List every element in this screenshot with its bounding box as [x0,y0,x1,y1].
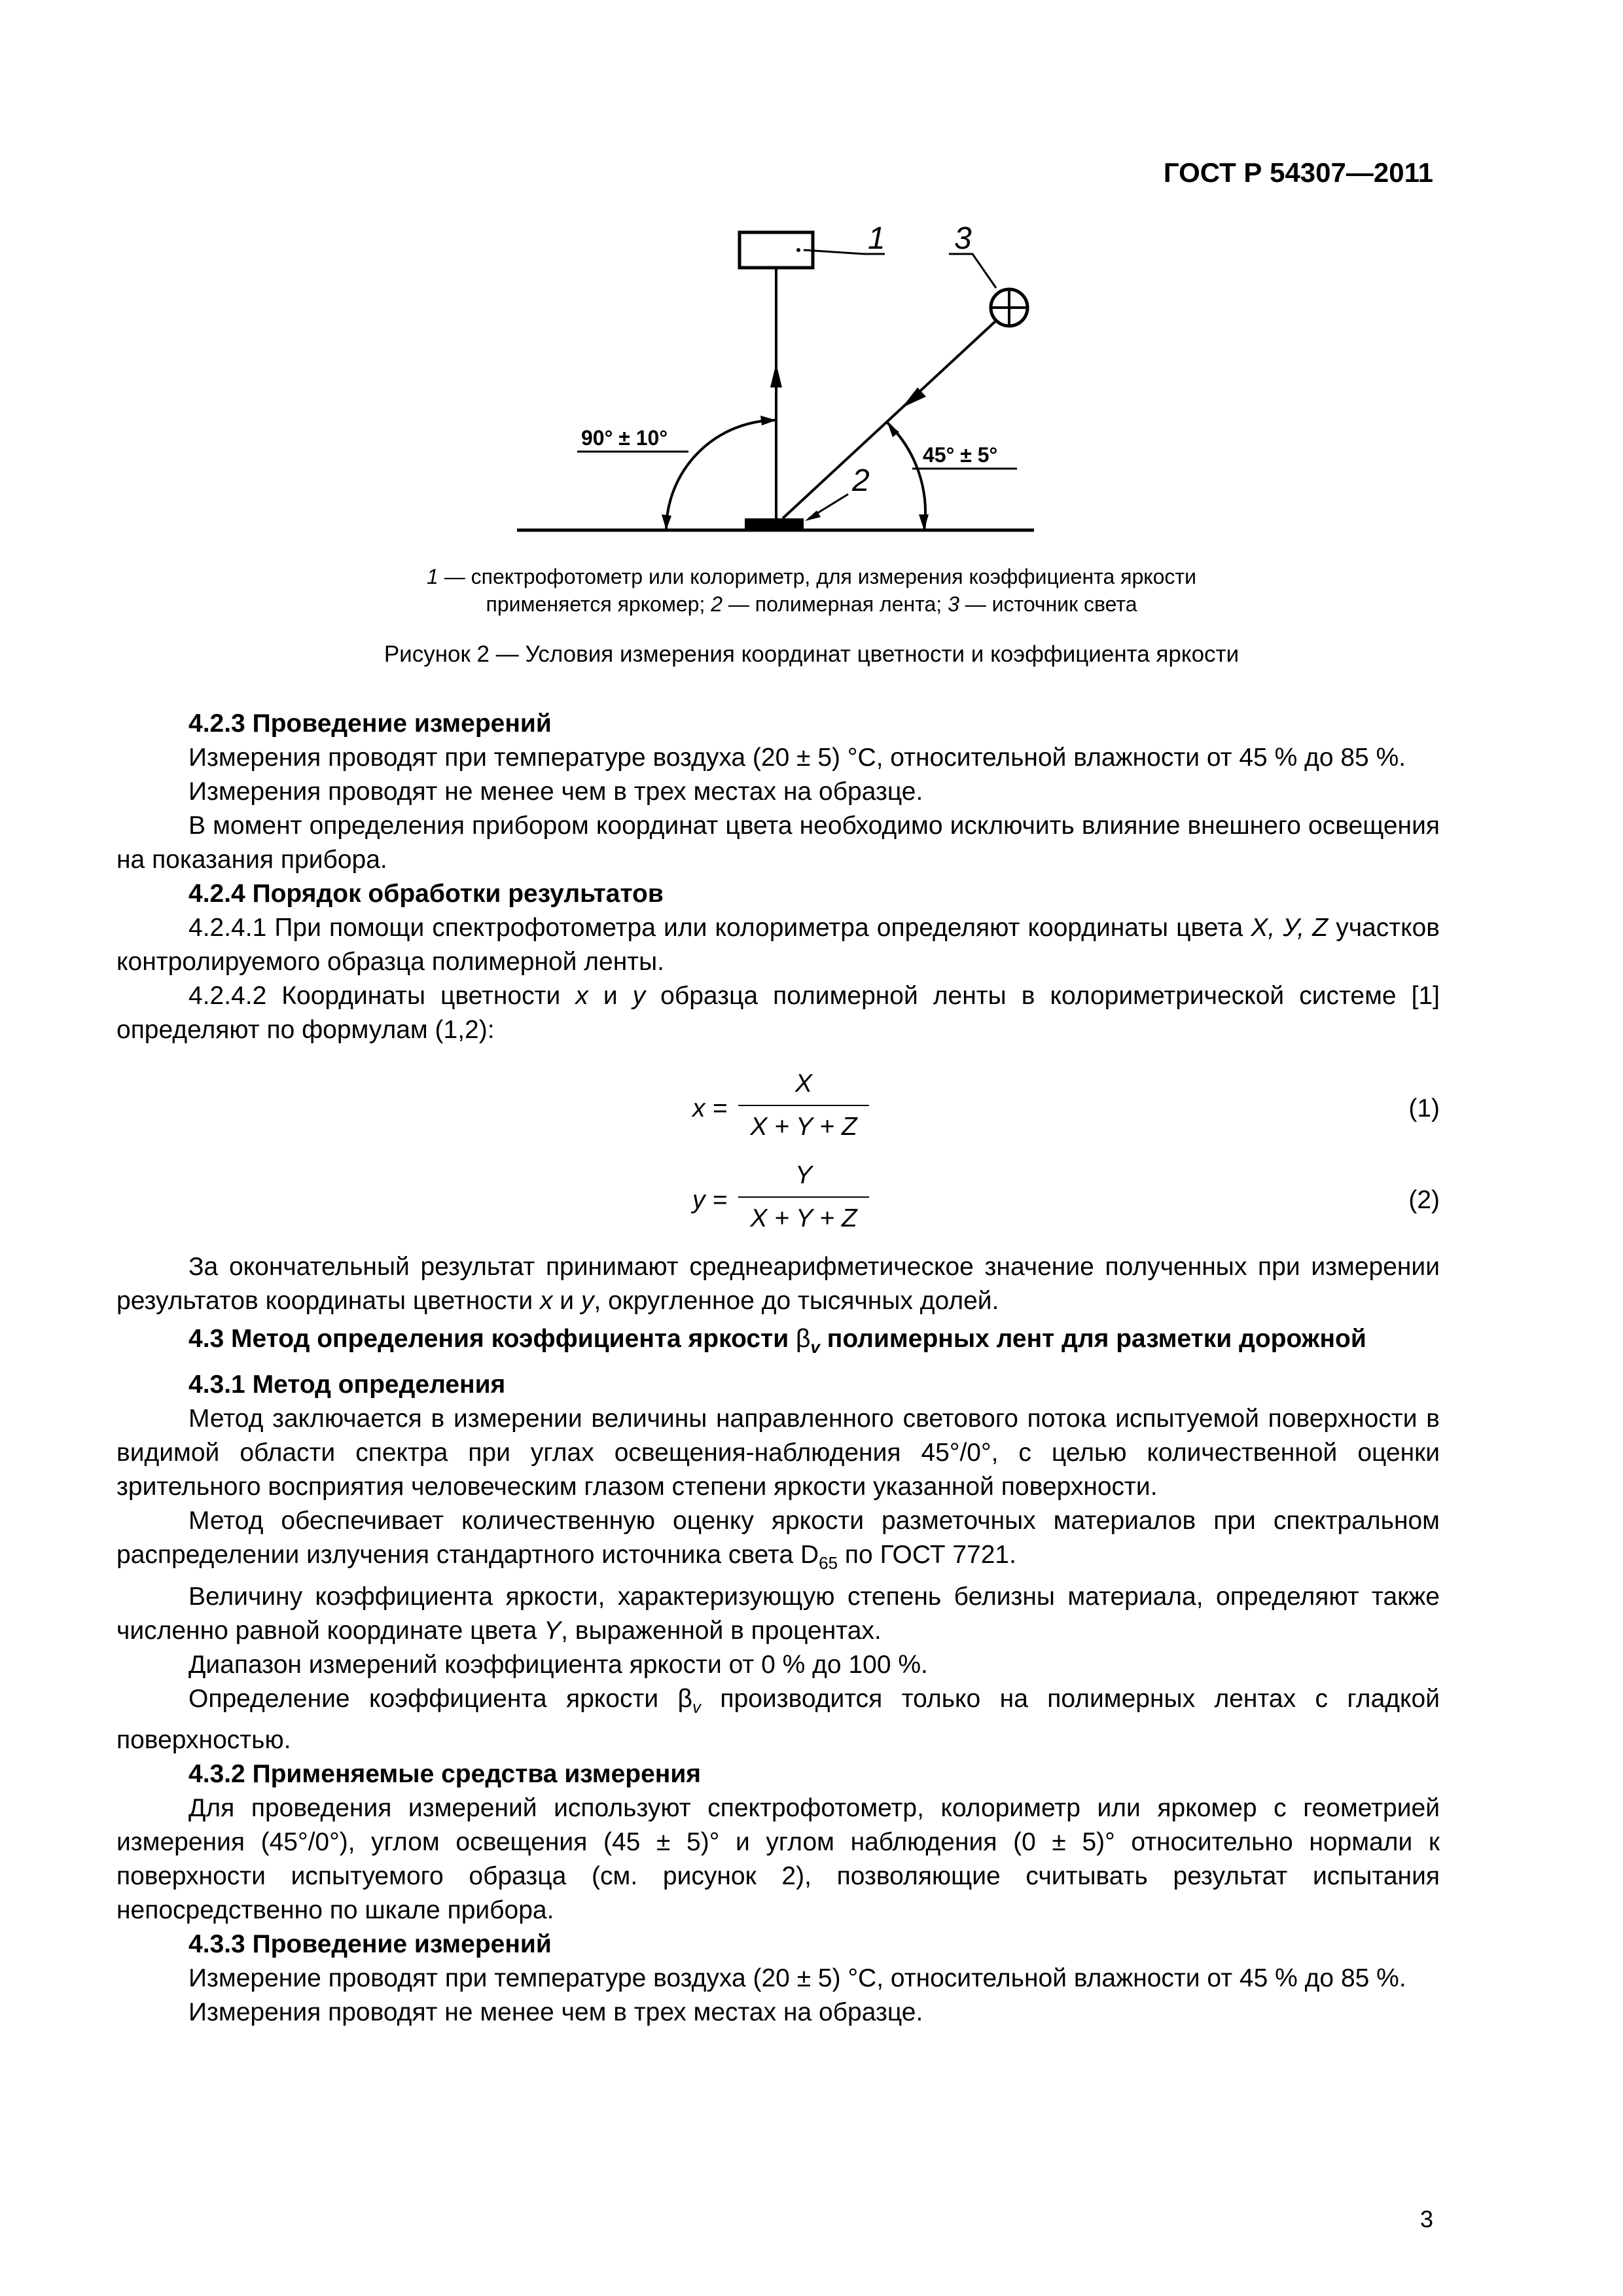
angle-90-label: 90° ± 10° [581,426,668,450]
section-4-3-heading: 4.3 Метод определения коэффициента яркости $\beta_v$ полимерных лент для разметки дорожной [188,1325,1366,1357]
paragraph: Диапазон измерений коэффициента яркости от 0 % до 100 %. [188,1650,928,1679]
formula-2: y = $\frac{Y}{X + Y + Z}$ (2) [116,1158,1440,1250]
polymer-tape-sample [745,518,804,530]
page-number: 3 [1419,2206,1433,2233]
figure-legend [0,563,1623,618]
paragraph: Измерения проводят не менее чем в трех местах на образце. [188,1998,923,2027]
page-header: ГОСТ Р 54307—2011 [1163,157,1433,188]
paragraph: Для проведения измерений используют спектрофотометр, колориметр или яркомер с геометрией измерения (45°/0°), углом освещения (45 ± 5)° и углом наблюдения (0 ± 5)° относительно нормали к поверхности испытуемого образца (см. рисунок 2), позволяющие считывать результат испытания непосредственно по шкале прибора. [116,1794,1440,1925]
paragraph: Определение коэффициента яркости $\beta_v$ производится только на полимерных лентах с гладкой поверхностью. [116,1684,1440,1755]
paragraph: Измерение проводят при температуре воздуха (20 ± 5) °С, относительной влажности от 45 % до 85 %. [188,1964,1406,1993]
paragraph: Измерения проводят при температуре воздуха (20 ± 5) °С, относительной влажности от 45 % до 85 %. [188,744,1406,772]
paragraph: Метод заключается в измерении величины направленного светового потока испытуемой поверхности в видимой области спектра при углах освещения-наблюдения 45°/0°, с целью количественной оценки зрительного восприятия человеческим глазом степени яркости указанной поверхности. [116,1404,1440,1501]
spectrophotometer-box [740,232,813,268]
paragraph: Величину коэффициента яркости, характеризующую степень белизны материала, определяют также численно равной координате цвета Y, выраженной в процентах. [116,1582,1440,1645]
angle-45-label: 45° ± 5° [923,443,998,467]
figure-title: Рисунок 2 — Условия измерения координат цветности и коэффициента яркости [383,641,1240,667]
paragraph: 4.2.4.2 Координаты цветности x и y образца полимерной ленты в колориметрической системе [1] определяют по формулам (1,2): [116,982,1440,1044]
document-body [116,707,1440,2030]
label-2: 2 [852,463,870,498]
legend-line-2: применяется яркомер; 2 — полимерная лента; 3 — источник света [486,592,1137,616]
label-1: 1 [868,221,885,256]
label-3: 3 [954,221,972,256]
paragraph: В момент определения прибором координат цвета необходимо исключить влияние внешнего освещения на показания прибора. [116,812,1440,874]
section-4-3-1-heading: 4.3.1 Метод определения [188,1370,506,1399]
paragraph: Измерения проводят не менее чем в трех местах на образце. [188,778,923,806]
paragraph: 4.2.4.1 При помощи спектрофотометра или колориметра определяют координаты цвета X, У, Z участков контролируемого образца полимерной ленты. [116,914,1440,976]
up-arrow-icon [770,363,782,387]
section-4-2-4-heading: 4.2.4 Порядок обработки результатов [188,880,664,908]
formula-1: x = $\frac{X}{X + Y + Z}$ (1) [116,1067,1440,1158]
paragraph: За окончательный результат принимают среднеарифметическое значение полученных при измерении результатов координаты цветности x и y, округленное до тысячных долей. [116,1253,1440,1315]
measurement-diagram [0,216,1623,556]
section-4-3-2-heading: 4.3.2 Применяемые средства измерения [188,1760,702,1789]
section-4-3-3-heading: 4.3.3 Проведение измерений [188,1930,552,1959]
legend-line-1: 1 — спектрофотометр или колориметр, для измерения коэффициента яркости [427,565,1196,588]
paragraph: Метод обеспечивает количественную оценку яркости разметочных материалов при спектральном распределении излучения стандартного источника света $D_{65}$ по ГОСТ 7721. [116,1506,1440,1573]
section-4-2-3-heading: 4.2.3 Проведение измерений [188,709,552,738]
